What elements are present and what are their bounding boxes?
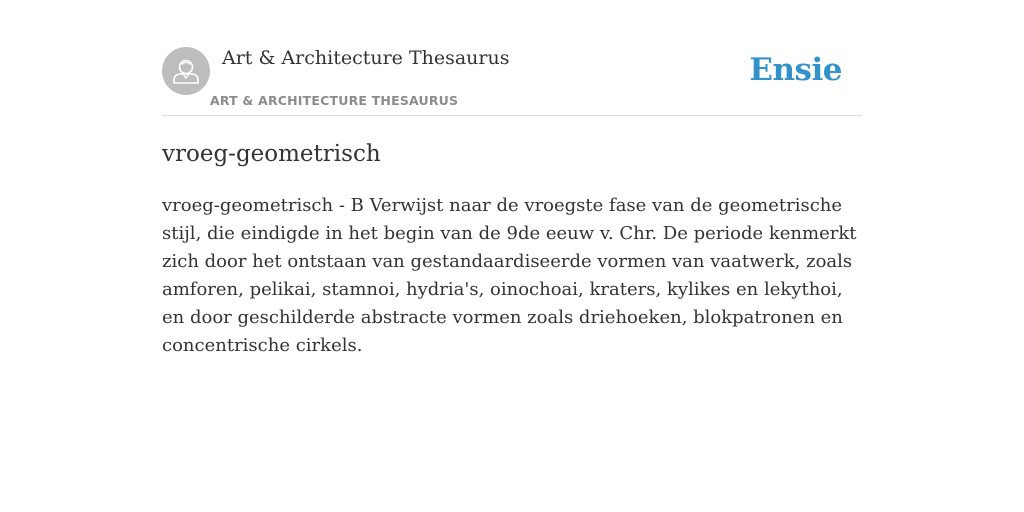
source-title[interactable]: Art & Architecture Thesaurus xyxy=(222,47,510,69)
page-title: vroeg-geometrisch xyxy=(162,141,381,167)
header xyxy=(162,46,862,116)
definition-text: vroeg-geometrisch - B Verwijst naar de vroegste fase van de geometrische stijl, die eindigde in het begin van de 9de eeuw v. Chr. De periode kenmerkt zich door het ontstaan van gestandaardiseerde vormen van vaatwerk, zoals amforen, pelikai, stamnoi, hydria's, oinochoai, kraters, kylikes en lekythoi, en door geschilderde abstracte vormen zoals driehoeken, blokpatronen en concentrische cirkels. xyxy=(162,195,857,356)
brand-logo[interactable]: Ensie xyxy=(749,52,842,88)
user-outline-icon xyxy=(162,47,210,95)
source-subtitle[interactable]: ART & ARCHITECTURE THESAURUS xyxy=(210,93,459,108)
avatar[interactable] xyxy=(162,47,210,95)
